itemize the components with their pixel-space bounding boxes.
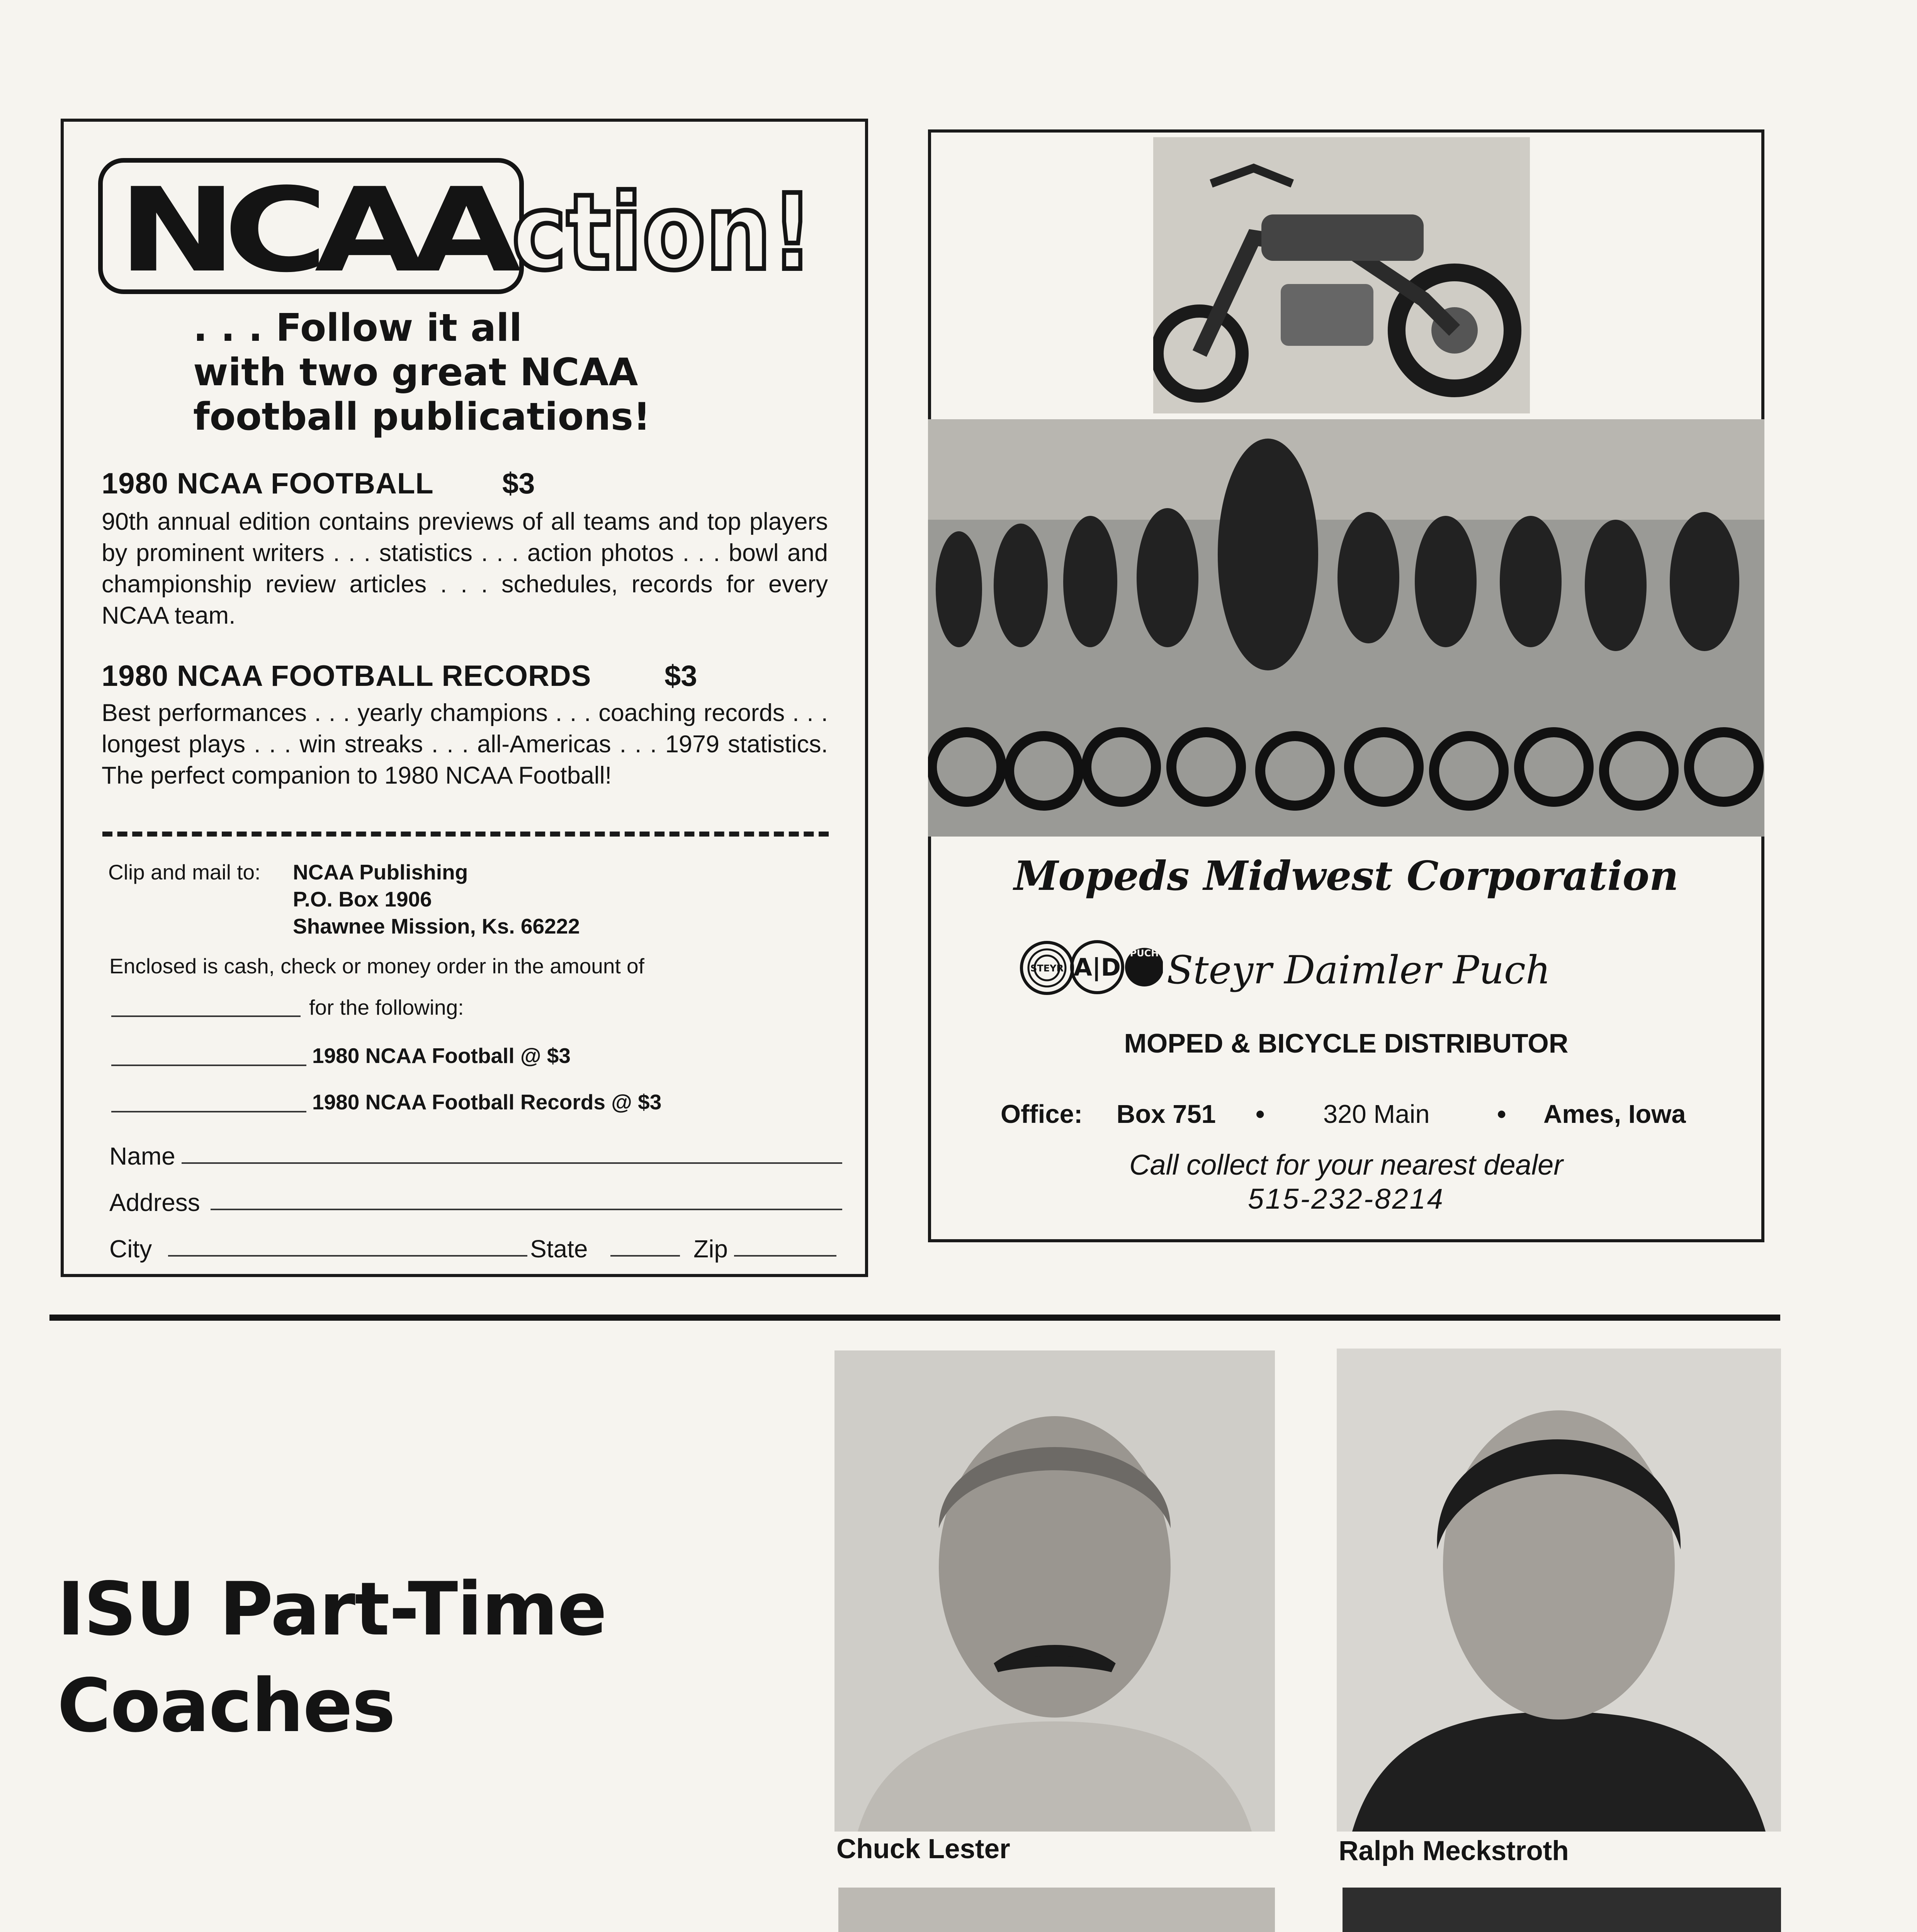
group-moped-photo	[928, 419, 1764, 837]
steyr-logo-icon	[1021, 942, 1072, 993]
steyr-logo-text: STEYR	[1030, 963, 1064, 974]
group-photo-illustration	[928, 419, 1764, 837]
mail-address-line-3: Shawnee Mission, Ks. 66222	[293, 914, 580, 938]
ad-logo-text: A|D	[1073, 953, 1121, 981]
for-following-text: for the following:	[309, 995, 464, 1019]
name-label: Name	[109, 1142, 175, 1170]
dealer-phone: 515-232-8214	[1248, 1183, 1445, 1215]
coupon-cut-line	[102, 832, 829, 837]
moped-photo	[1153, 137, 1530, 413]
office-label: Office:	[1001, 1100, 1083, 1129]
order-item-records: 1980 NCAA Football Records @ $3	[312, 1090, 662, 1114]
state-label: State	[530, 1235, 588, 1263]
tagline-line-1: . . . Follow it all	[193, 306, 522, 350]
address-field[interactable]	[211, 1209, 842, 1210]
amount-field[interactable]	[111, 1015, 301, 1017]
bullet-icon-1: •	[1256, 1100, 1265, 1129]
pub2-price: $3	[664, 660, 697, 692]
section-heading-line-2: Coaches	[57, 1663, 395, 1748]
ncaa-action-logo	[97, 153, 827, 299]
name-field[interactable]	[182, 1162, 842, 1164]
puch-logo-icon	[1125, 948, 1163, 986]
company-name: Mopeds Midwest Corporation	[1014, 852, 1679, 900]
pub1-title: 1980 NCAA FOOTBALL	[102, 467, 434, 500]
moped-tagline: MOPED & BICYCLE DISTRIBUTOR	[1124, 1028, 1569, 1058]
pub2-description: Best performances . . . yearly champions . . . coaching records . . . longest plays . . . win streaks . . . all-Americas . . . 1979 statistics. The perfect companion to 1980 NCAA Football!	[102, 699, 828, 789]
city-field[interactable]	[168, 1255, 527, 1257]
pub2-title: 1980 NCAA FOOTBALL RECORDS	[102, 660, 591, 692]
portrait-ralph-meckstroth	[1337, 1349, 1781, 1832]
call-collect-line: Call collect for your nearest dealer	[1129, 1149, 1563, 1181]
tagline-line-2: with two great NCAA	[193, 350, 638, 395]
zip-label: Zip	[693, 1235, 728, 1263]
pub1-description: 90th annual edition contains previews of all teams and top players by prominent writers . . . statistics . . . action photos . . . bowl and championship review articles . . . schedules, records for every NCAA team.	[102, 508, 828, 629]
order-item-football: 1980 NCAA Football @ $3	[312, 1044, 571, 1068]
mail-address-line-1: NCAA Publishing	[293, 860, 468, 884]
mail-address-line-2: P.O. Box 1906	[293, 887, 432, 911]
portrait-silhouette	[834, 1350, 1275, 1832]
state-field[interactable]	[610, 1255, 680, 1257]
caption-chuck-lester: Chuck Lester	[836, 1834, 1010, 1864]
portrait-marty-sargent	[838, 1888, 1275, 1932]
portrait-chuck-lester	[834, 1350, 1275, 1832]
section-divider-top	[49, 1315, 1780, 1321]
clip-label: Clip and mail to:	[108, 860, 261, 884]
logo-ncaa-text: NCAA	[118, 163, 523, 298]
pub1-price: $3	[502, 467, 535, 500]
logo-action-text: ction!	[512, 172, 813, 293]
section-heading-line-1: ISU Part-Time	[57, 1566, 607, 1652]
portrait-silhouette	[838, 1888, 1275, 1932]
puch-logo-text: PUCH	[1130, 948, 1159, 959]
office-box: Box 751	[1117, 1100, 1216, 1129]
city-label: City	[109, 1235, 152, 1263]
caption-ralph-meckstroth: Ralph Meckstroth	[1339, 1836, 1569, 1866]
portrait-silhouette	[1343, 1888, 1781, 1932]
portrait-mike-schwartz	[1343, 1888, 1781, 1932]
zip-field[interactable]	[734, 1255, 836, 1257]
ad-logo-icon	[1072, 942, 1123, 993]
office-street: 320 Main	[1323, 1100, 1430, 1129]
address-label: Address	[109, 1189, 200, 1216]
tagline-line-3: football publications!	[193, 395, 651, 439]
steyr-daimler-puch-script: Steyr Daimler Puch	[1167, 947, 1551, 993]
brand-logos	[1020, 922, 1163, 1014]
bullet-icon-2: •	[1497, 1100, 1506, 1129]
office-city: Ames, Iowa	[1543, 1100, 1686, 1129]
qty-football-field[interactable]	[111, 1065, 306, 1066]
enclosed-text: Enclosed is cash, check or money order in the amount of	[109, 954, 644, 978]
moped-illustration	[1153, 137, 1530, 413]
portrait-silhouette	[1337, 1349, 1781, 1832]
qty-records-field[interactable]	[111, 1111, 306, 1112]
